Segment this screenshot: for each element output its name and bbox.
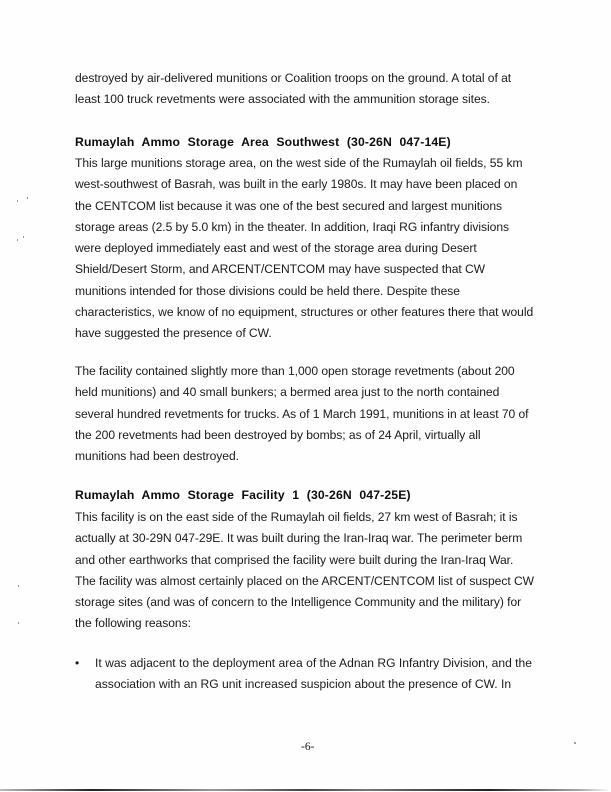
intro-paragraph: [75, 68, 555, 111]
scan-speck: [23, 236, 24, 238]
text-line: west-southwest of Basrah, was built in the early 1980s. It may have been placed on: [75, 177, 518, 192]
text-line: the CENTCOM list because it was one of the best secured and largest munitions: [75, 198, 503, 213]
text-line: characteristics, we know of no equipment, structures or other features there that would: [75, 305, 534, 320]
section-2-paragraph-1: [75, 507, 555, 635]
text-line: The facility contained slightly more than 1,000 open storage revetments (about 200: [75, 364, 515, 378]
text-line: and other earthworks that comprised the facility were built during the Iran-Iraq War.: [75, 552, 514, 567]
scan-speck: [27, 197, 28, 199]
bullet-text: [95, 653, 532, 696]
section-1-paragraph-1: [75, 153, 555, 345]
scan-bottom-edge: [0, 789, 611, 791]
scan-speck: [17, 239, 18, 241]
text-line: storage sites (and was of concern to the Intelligence Community and the military) for: [75, 595, 522, 610]
text-line: several hundred revetments for trucks. As of 1 March 1991, munitions in at least 70 of: [75, 406, 529, 421]
text-line: the 200 revetments had been destroyed by bombs; as of 24 April, virtually all: [75, 427, 481, 442]
text-line: held munitions) and 40 small bunkers; a bermed area just to the north contained: [75, 385, 500, 400]
text-line: least 100 truck revetments were associated with the ammunition storage sites.: [75, 92, 490, 107]
page-number: -6-: [301, 741, 315, 753]
bullet-icon: •: [75, 656, 80, 670]
text-line: It was adjacent to the deployment area of the Adnan RG Infantry Division, and the: [95, 656, 532, 670]
text-line: have suggested the presence of CW.: [75, 326, 272, 341]
scan-speck: [18, 585, 19, 587]
text-line: The facility was almost certainly placed on the ARCENT/CENTCOM list of suspect CW: [75, 573, 535, 588]
text-line: association with an RG unit increased suspicion about the presence of CW. In: [95, 677, 512, 692]
text-line: munitions intended for those divisions could be held there. Despite these: [75, 283, 460, 298]
text-line: the following reasons:: [75, 616, 191, 631]
text-line: munitions had been destroyed.: [75, 449, 239, 464]
scan-speck: [18, 622, 19, 624]
text-line: This large munitions storage area, on the west side of the Rumaylah oil fields, 55 km: [75, 156, 523, 170]
text-line: Shield/Desert Storm, and ARCENT/CENTCOM may have suspected that CW: [75, 262, 486, 277]
text-line: actually at 30-29N 047-29E. It was built during the Iran-Iraq war. The perimeter berm: [75, 531, 523, 546]
scan-speck: [574, 742, 576, 744]
text-line: storage areas (2.5 by 5.0 km) in the theater. In addition, Iraqi RG infantry divisions: [75, 219, 509, 234]
text-line: This facility is on the east side of the Rumaylah oil fields, 27 km west of Basrah; it is: [75, 510, 518, 524]
text-line: destroyed by air-delivered munitions or Coalition troops on the ground. A total of at: [75, 71, 512, 85]
text-line: were deployed immediately east and west of the storage area during Desert: [75, 241, 477, 256]
scan-speck: [17, 200, 18, 202]
section-heading-rumaylah-southwest: Rumaylah Ammo Storage Area Southwest (30-26N 047-14E): [75, 135, 451, 149]
section-heading-rumaylah-facility-1: Rumaylah Ammo Storage Facility 1 (30-26N 047-25E): [75, 488, 411, 502]
section-1-paragraph-2: [75, 361, 555, 467]
